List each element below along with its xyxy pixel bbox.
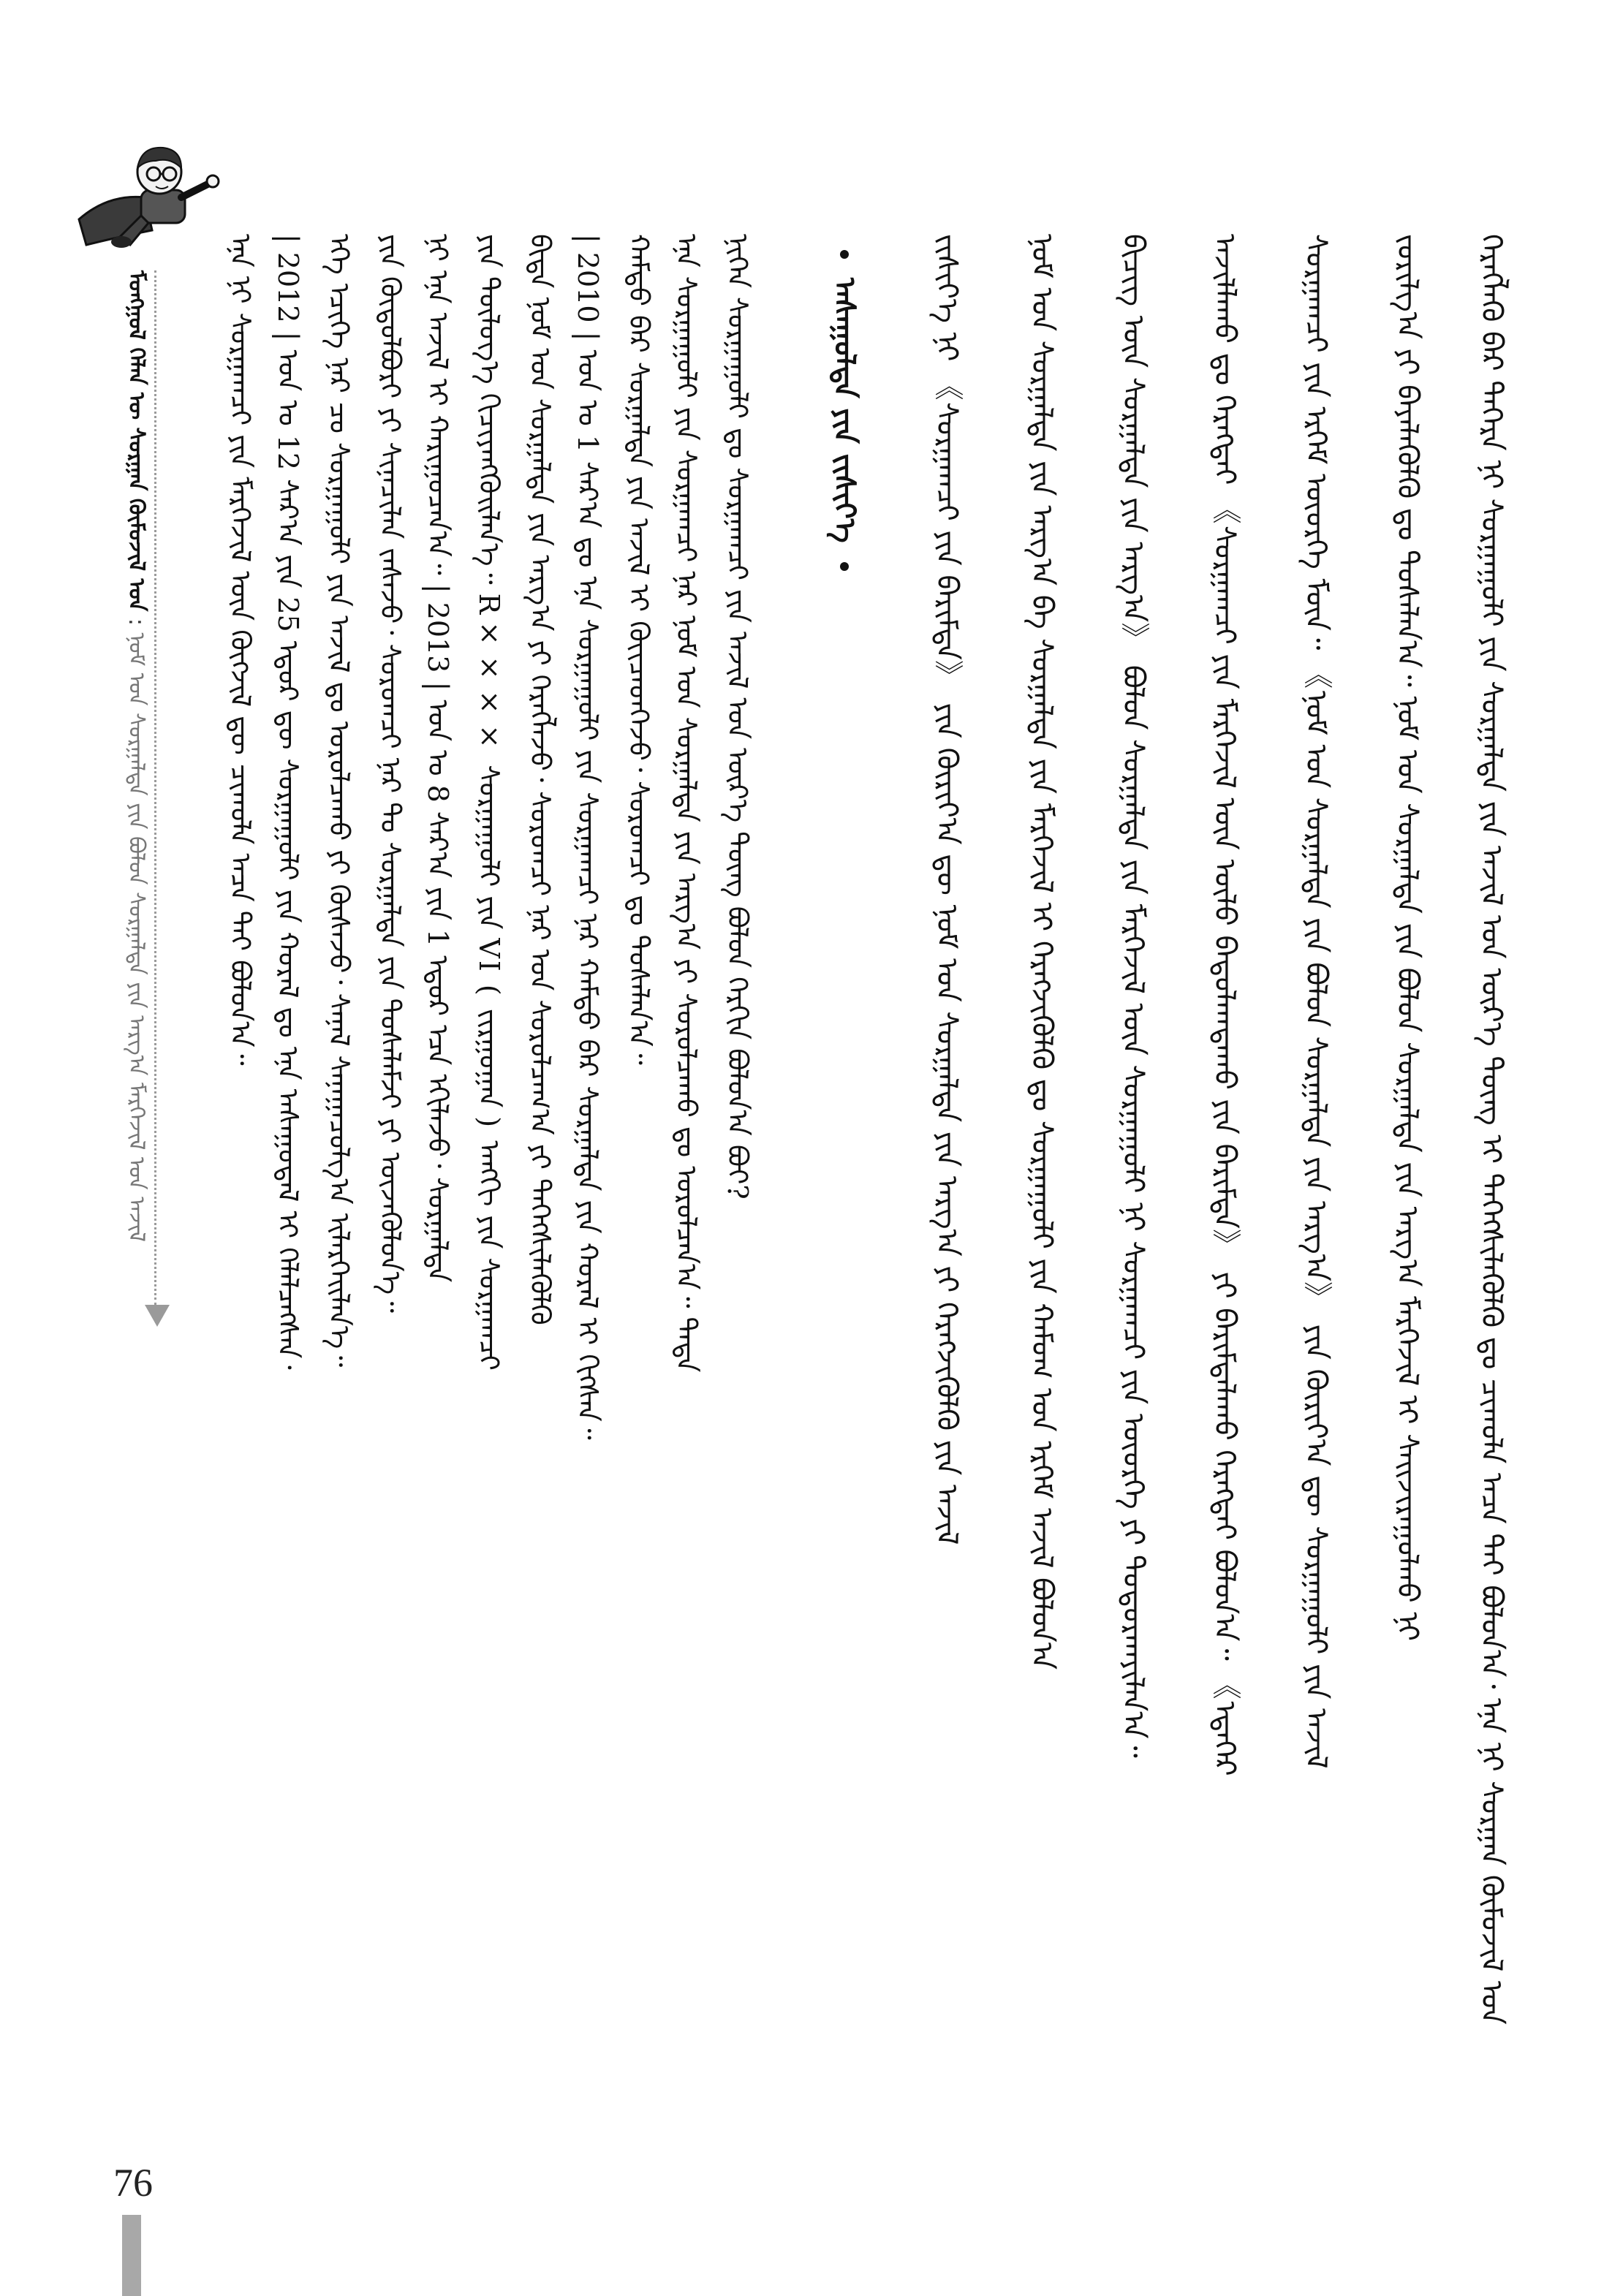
main-text-column-5: ᠰᠤᠷᠭᠠᠭᠴᠢ ᠶᠢᠨ ᠡᠷᠬᠡᠮ ᠦᠦᠷᠭᠡ ᠮᠥᠨ᠃ 《ᠨᠣᠮ ᠤᠨ ᠰᠤᠷᠭᠠᠯᠲᠠ ᠶᠢᠨ ᠪᠣᠯᠤᠨ ᠰᠤᠷᠭᠠᠯᠲᠠ ᠶᠢᠨ ᠠᠷᠭ᠎ᠠ》 ᠶᠢᠨ ᠬᠦᠷᠢᠶ᠎ᠡᠨ ᠳᠦ ᠰᠤᠷᠭᠠᠭᠤᠯᠢ ᠶᠢᠨ ᠠᠵᠢᠯ — [1299, 234, 1333, 1769]
main-text-column-7: ᠬᠡᠷᠡᠭᠯᠡᠬᠦ ᠪᠠᠷ ᠳᠡᠭᠡᠷᠡ ᠨᠢ ᠰᠤᠷᠭᠠᠭᠤᠯᠢ ᠶᠢᠨ ᠰᠤᠷᠭᠠᠯᠲᠠ ᠶᠢᠨ ᠠᠵᠢᠯ ᠤᠨ ᠦᠷ᠎ᠡ ᠳᠦᠩ ᠢ ᠳᠡᠭᠡᠭᠰᠢᠯᠡᠭᠦᠯᠬᠦ ᠳᠤ ᠴᠢᠬᠤᠯᠠ ᠠᠴᠠ ᠲᠠᠢ ᠪᠣᠯᠤᠨ᠎ᠠ᠂ ᠡᠨᠡ ᠨᠢ ᠰᠤᠷᠭᠠᠨ ᠬᠦᠮᠦᠵᠢᠯ ᠤᠨ — [1475, 234, 1508, 2025]
main-text-column-2: ᠨᠣᠮ ᠤᠨ ᠰᠤᠷᠭᠠᠯᠲᠠ ᠶᠢᠨ ᠠᠷᠭ᠎ᠠ ᠪᠠ ᠰᠤᠷᠭᠠᠯᠲᠠ ᠶᠢᠨ ᠮᠡᠷᠭᠡᠵᠢᠯ ᠢ ᠬᠡᠷᠡᠭᠵᠢᠭᠦᠯᠬᠦ ᠳᠤ ᠰᠤᠷᠭᠠᠭᠤᠯᠢ ᠶᠢᠨ ᠬᠠᠮᠤᠭ ᠤᠨ ᠡᠷᠬᠡᠮ ᠠᠵᠢᠯ ᠪᠣᠯᠤᠨ᠎ᠠ — [1025, 234, 1059, 1670]
running-header-bold: ᠮᠣᠩᠭᠣᠯ ᠬᠡᠯᠡᠨ ᠦ ᠰᠤᠷᠭᠠᠨ ᠬᠦᠮᠦᠵᠢᠯ ᠤᠨ — [124, 270, 149, 612]
body-text-column-8: ᠶᠢᠨ ᠬᠥᠲᠦᠯᠪᠦᠷᠢ ᠶᠢ ᠰᠢᠨᠡᠴᠢᠯᠡᠨ ᠵᠠᠰᠠᠵᠤ᠂ ᠰᠤᠷᠤᠭᠴᠢ ᠨᠠᠷ ᠲᠤ ᠰᠤᠷᠭᠠᠯᠲᠠ ᠶᠢᠨ ᠲᠤᠰᠠᠯᠠᠮᠵᠢ ᠶᠢ ᠦᠵᠡᠭᠦᠯᠦᠨ᠎ᠡ᠃ — [374, 234, 406, 1314]
header-dotted-line — [154, 270, 156, 1305]
running-header — [117, 270, 156, 1294]
body-text-column-10: | 2012 | ᠣᠨ ᠤ 12 ᠰᠠᠷ᠎ᠠ ᠶᠢᠨ 25 ᠡᠳᠦᠷ ᠳᠦ ᠰᠤᠷᠭᠠᠭᠤᠯᠢ ᠶᠢᠨ ᠬᠤᠷᠠᠯ ᠳᠤ ᠡᠨᠡ ᠠᠰᠠᠭᠤᠳᠠᠯ ᠢ ᠬᠡᠯᠡᠯᠴᠡᠭᠰᠡᠨ᠂ — [272, 234, 304, 1370]
page-edge-tab — [122, 2215, 141, 2296]
bullet-dot-top — [840, 250, 849, 259]
body-text-column-1: ᠨᠢᠭᠡᠨ ᠰᠤᠷᠭᠠᠭᠤᠯᠢ ᠳᠤ ᠰᠤᠷᠭᠠᠭᠴᠢ ᠶᠢᠨ ᠠᠵᠢᠯ ᠤᠨ ᠦᠷ᠎ᠡ ᠳᠦᠩ ᠪᠣᠯᠤᠨ ᠬᠡᠷᠬᠢᠨ ᠪᠣᠯᠤᠨ᠎ᠠ ᠪᠤᠢ? — [722, 234, 754, 1200]
flying-boy-mascot-illustration — [64, 128, 225, 259]
body-text-column-5: ᠪᠢᠳᠡ ᠨᠣᠮ ᠤᠨ ᠰᠤᠷᠭᠠᠯᠲᠠ ᠶᠢᠨ ᠠᠷᠭ᠎ᠠ ᠶᠢ ᠬᠡᠷᠡᠭᠯᠡᠵᠦ᠂ ᠰᠤᠷᠤᠭᠴᠢ ᠨᠠᠷ ᠤᠨ ᠰᠤᠷᠤᠯᠴᠠᠭ᠎ᠠ ᠶᠢ ᠳᠡᠭᠡᠭᠰᠢᠯᠡᠭᠦᠯᠬᠦ — [524, 234, 556, 1325]
section-heading — [819, 241, 870, 592]
body-text-column-4: | 2010 | ᠣᠨ ᠤ 1 ᠰᠠᠷ᠎ᠠ ᠳᠤ ᠡᠨᠡ ᠰᠤᠷᠭᠠᠭᠤᠯᠢ ᠶᠢᠨ ᠰᠤᠷᠭᠠᠭᠴᠢ ᠨᠠᠷ ᠬᠠᠮᠲᠤ ᠪᠠᠷ ᠰᠤᠷᠭᠠᠯᠲᠠ ᠶᠢᠨ ᠬᠤᠷᠠᠯ ᠢ ᠬᠢᠭᠰᠡᠨ᠃ — [572, 234, 604, 1440]
running-header-light: ᠨᠣᠮ ᠤᠨ ᠰᠤᠷᠭᠠᠯᠲᠠ ᠶᠢᠨ ᠪᠣᠯᠤᠨ ᠰᠤᠷᠭᠠᠯᠲᠠ ᠶᠢᠨ ᠠᠷᠭ᠎ᠠ ᠮᠡᠷᠭᠡᠵᠢᠯ ᠤᠨ ᠠᠵᠢᠯ — [124, 632, 149, 1242]
body-text-column-2: ᠡᠨᠡ ᠰᠤᠷᠭᠠᠭᠤᠯᠢ ᠶᠢᠨ ᠰᠤᠷᠭᠠᠭᠴᠢ ᠨᠠᠷ ᠨᠣᠮ ᠤᠨ ᠰᠤᠷᠭᠠᠯᠲᠠ ᠶᠢᠨ ᠠᠷᠭ᠎ᠠ ᠶᠢ ᠰᠤᠷᠤᠯᠴᠠᠬᠤ ᠳᠤ ᠣᠷᠣᠯᠴᠠᠨ᠎ᠠ᠃ ᠲᠡᠳᠡ — [670, 234, 703, 1373]
main-text-column-3: ᠪᠢᠴᠢᠭ᠌ ᠦᠨ ᠰᠤᠷᠭᠠᠯᠲᠠ ᠶᠢᠨ ᠠᠷᠭ᠎ᠠ》 ᠪᠣᠯᠤᠨ ᠰᠤᠷᠭᠠᠯᠲᠠ ᠶᠢᠨ ᠮᠡᠷᠭᠡᠵᠢᠯ ᠦᠨ ᠰᠤᠷᠭᠠᠭᠤᠯᠢ ᠨᠢ ᠰᠤᠷᠭᠠᠭᠴᠢ ᠶᠢᠨ ᠦᠦᠷᠭᠡ ᠶᠢ ᠲᠣᠳᠣᠷᠬᠠᠶᠢᠯᠠᠨ᠎ᠠ᠃ — [1116, 234, 1150, 1758]
main-text-column-1: ᠵᠢᠱᠢᠶ᠎ᠡ ᠨᠢ 《ᠰᠤᠷᠭᠠᠭᠴᠢ ᠶᠢᠨ ᠪᠠᠷᠢᠮᠲᠠ》 ᠶᠢᠨ ᠬᠦᠷᠢᠶ᠎ᠡᠨ ᠳᠦ ᠨᠣᠮ ᠤᠨ ᠰᠤᠷᠭᠠᠯᠲᠠ ᠶᠢᠨ ᠠᠷᠭ᠎ᠠ ᠶᠢ ᠬᠡᠷᠡᠭᠵᠢᠭᠦᠯᠬᠦ ᠶᠢᠨ ᠠᠵᠢᠯ — [930, 234, 964, 1545]
body-text-column-9: ᠡᠬᠡ ᠡᠴᠢᠭᠡ ᠨᠠᠷ ᠴᠤ ᠰᠤᠷᠭᠠᠭᠤᠯᠢ ᠶᠢᠨ ᠠᠵᠢᠯ ᠳᠤ ᠣᠷᠣᠯᠴᠠᠬᠤ ᠶᠢ ᠬᠦᠰᠡᠵᠦ᠂ ᠰᠠᠨᠠᠯ ᠰᠠᠨᠠᠭᠠᠴᠤᠯᠭ᠎ᠠ ᠢᠯᠡᠷᠬᠡᠢᠯᠡᠨ᠎ᠡ᠃ — [323, 234, 355, 1368]
body-text-column-11: ᠡᠨᠡ ᠨᠢ ᠰᠤᠷᠭᠠᠭᠴᠢ ᠶᠢᠨ ᠮᠡᠷᠭᠡᠵᠢᠯ ᠦᠨ ᠬᠥᠭᠵᠢᠯ ᠳᠦ ᠴᠢᠬᠤᠯᠠ ᠠᠴᠠ ᠲᠠᠢ ᠪᠣᠯᠤᠨ᠎ᠠ᠃ — [224, 234, 257, 1066]
main-text-column-4: ᠠᠵᠢᠯᠯᠠᠬᠤ ᠳᠤ ᠬᠡᠷᠡᠭᠲᠡᠢ 《ᠰᠤᠷᠭᠠᠭᠴᠢ ᠶᠢᠨ ᠮᠡᠷᠭᠡᠵᠢᠯ ᠦᠨ ᠦᠯᠦ ᠪᠠᠲᠤᠯᠠᠭᠳᠠᠬᠤ ᠶᠢᠨ ᠪᠠᠷᠢᠮᠲᠠ》 ᠶᠢ ᠪᠠᠷᠢᠮᠲᠠᠯᠠᠬᠤ ᠬᠡᠷᠡᠭᠲᠡᠢ ᠪᠣᠯᠤᠨ᠎ᠠ᠃ 《ᠡᠳᠡᠭᠡᠷ — [1208, 234, 1241, 1776]
body-text-column-6: ᠶᠢᠨ ᠲᠥᠯᠥᠭ᠎ᠡ ᠬᠢᠴᠢᠶᠡᠩᠭᠦᠢᠯᠡᠨ᠎ᠡ᠃ R×××× ᠰᠤᠷᠭᠠᠭᠤᠯᠢ ᠶᠢᠨ VI ( ᠵᠢᠷᠭᠤᠭᠠᠨ ) ᠠᠩᠭᠢ ᠶᠢᠨ ᠰᠤᠷᠭᠠᠭᠴᠢ — [473, 234, 505, 1371]
header-separator: : — [124, 618, 149, 633]
body-text-column-7: ᠨᠢ ᠡᠨᠡ ᠠᠵᠢᠯ ᠢ ᠬᠠᠷᠢᠭᠤᠴᠠᠨ᠎ᠠ᠃ | 2013 | ᠣᠨ ᠤ 8 ᠰᠠᠷ᠎ᠠ ᠶᠢᠨ 1 ᠡᠳᠦᠷ ᠡᠴᠡ ᠡᠬᠢᠯᠡᠵᠦ᠂ ᠰᠤᠷᠭᠠᠯᠲᠠ — [422, 234, 454, 1283]
main-text-column-6: ᠵᠣᠷᠢᠯᠭ᠎ᠠ ᠶᠢ ᠪᠡᠶᠡᠯᠡᠭᠦᠯᠬᠦ ᠳᠤ ᠲᠤᠰᠠᠯᠠᠨ᠎ᠠ᠃ ᠨᠣᠮ ᠤᠨ ᠰᠤᠷᠭᠠᠯᠲᠠ ᠶᠢᠨ ᠪᠣᠯᠤᠨ ᠰᠤᠷᠭᠠᠯᠲᠠ ᠶᠢᠨ ᠠᠷᠭ᠎ᠠ ᠮᠡᠷᠭᠡᠵᠢᠯ ᠢ ᠰᠠᠢᠵᠢᠷᠠᠭᠤᠯᠬᠤ ᠨᠢ — [1391, 234, 1424, 1642]
section-heading-text: ᠠᠰᠠᠭᠤᠯᠲᠠ ᠶᠢᠨ ᠵᠢᠱᠢᠶ᠎ᠡ — [828, 277, 861, 543]
page-number: 76 — [113, 2161, 153, 2205]
body-text-column-3: ᠬᠠᠮᠲᠤ ᠪᠠᠷ ᠰᠤᠷᠭᠠᠯᠲᠠ ᠶᠢᠨ ᠠᠵᠢᠯ ᠢ ᠭᠦᠢᠴᠡᠳᠬᠡᠵᠦ᠂ ᠰᠤᠷᠤᠭᠴᠢ ᠳᠤ ᠲᠤᠰᠠᠯᠠᠨ᠎ᠠ᠃ — [623, 234, 655, 1065]
header-triangle-marker — [145, 1305, 170, 1327]
bullet-dot-bottom — [840, 562, 849, 571]
